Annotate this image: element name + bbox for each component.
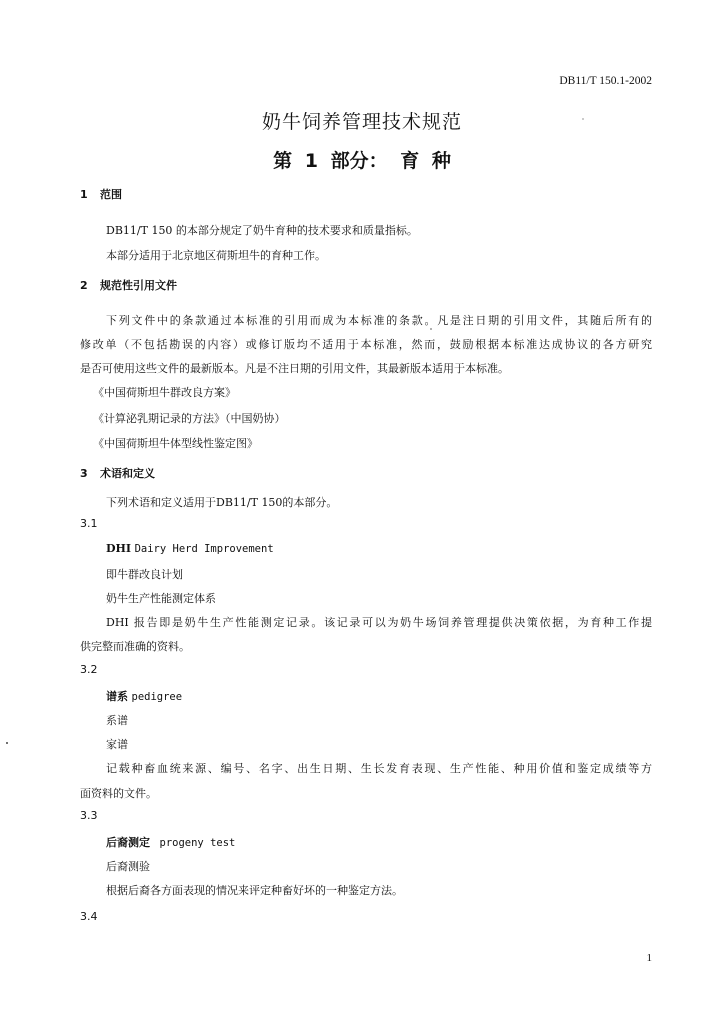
term-alias: 家谱 (106, 738, 128, 751)
scan-speck (430, 328, 432, 330)
term-english: Dairy Herd Improvement (134, 543, 274, 555)
document-title: 奶牛饲养管理技术规范 (261, 111, 462, 133)
definition-line: 面资料的文件。 (80, 787, 157, 800)
term-chinese: 谱系 (106, 690, 128, 703)
section-title: 规范性引用文件 (100, 279, 177, 292)
reference-item: 《中国荷斯坦牛群改良方案》 (93, 386, 236, 399)
reference-item: 《计算泌乳期记录的方法》（中国奶协） (93, 412, 286, 425)
section-heading-normative-references (80, 277, 177, 293)
term-chinese: DHI (106, 542, 132, 555)
paragraph: 本部分适用于北京地区荷斯坦牛的育种工作。 (106, 249, 326, 262)
definition-line: 根据后裔各方面表现的情况来评定种畜好坏的一种鉴定方法。 (106, 884, 403, 897)
clause-number: 3.1 (80, 517, 98, 530)
section-number: 2 (80, 279, 88, 292)
scan-speck (6, 742, 8, 744)
paragraph-line: 下列文件中的条款通过本标准的引用而成为本标准的条款。凡是注日期的引用文件，其随后所有的 (106, 314, 652, 327)
section-heading-terms (80, 465, 155, 481)
section-number: 1 (80, 188, 88, 201)
reference-item: 《中国荷斯坦牛体型线性鉴定图》 (93, 437, 258, 450)
definition-line: DHI 报告即是奶牛生产性能测定记录。该记录可以为奶牛场饲养管理提供决策依据，为育种工作提 (106, 616, 652, 629)
paragraph: 下列术语和定义适用于DB11/T 150的本部分。 (106, 496, 338, 509)
term-entry (106, 542, 274, 555)
term-english: progeny test (159, 837, 236, 849)
clause-number: 3.4 (80, 910, 98, 923)
section-heading-scope (80, 186, 122, 202)
paragraph-line: 修改单（不包括勘误的内容）或修订版均不适用于本标准，然而，鼓励根据本标准达成协议的各方研究 (80, 338, 652, 351)
term-chinese: 后裔测定 (106, 836, 150, 849)
term-english: pedigree (131, 691, 183, 703)
paragraph-line: 是否可使用这些文件的最新版本。凡是不注日期的引用文件，其最新版本适用于本标准。 (80, 362, 509, 375)
scan-speck (582, 118, 584, 120)
page-number: 1 (646, 952, 652, 964)
paragraph: DB11/T 150 的本部分规定了奶牛育种的技术要求和质量指标。 (106, 224, 418, 237)
term-entry (106, 834, 235, 850)
term-alias: 系谱 (106, 714, 128, 727)
definition-line: 记载种畜血统来源、编号、名字、出生日期、生长发育表现、生产性能、种用价值和鉴定成绩等方 (106, 762, 652, 775)
document-id: DB11/T 150.1-2002 (559, 75, 652, 87)
section-title: 范围 (100, 188, 122, 201)
clause-number: 3.2 (80, 663, 98, 676)
section-number: 3 (80, 467, 88, 480)
definition-line: 供完整而准确的资料。 (80, 640, 190, 653)
term-entry (106, 688, 182, 704)
clause-number: 3.3 (80, 809, 98, 822)
part-title: 第 1 部分： 育 种 (273, 150, 451, 172)
term-alias: 即牛群改良计划 (106, 568, 183, 581)
term-alias: 后裔测验 (106, 860, 150, 873)
section-title: 术语和定义 (100, 467, 155, 480)
term-alias: 奶牛生产性能测定体系 (106, 592, 216, 605)
